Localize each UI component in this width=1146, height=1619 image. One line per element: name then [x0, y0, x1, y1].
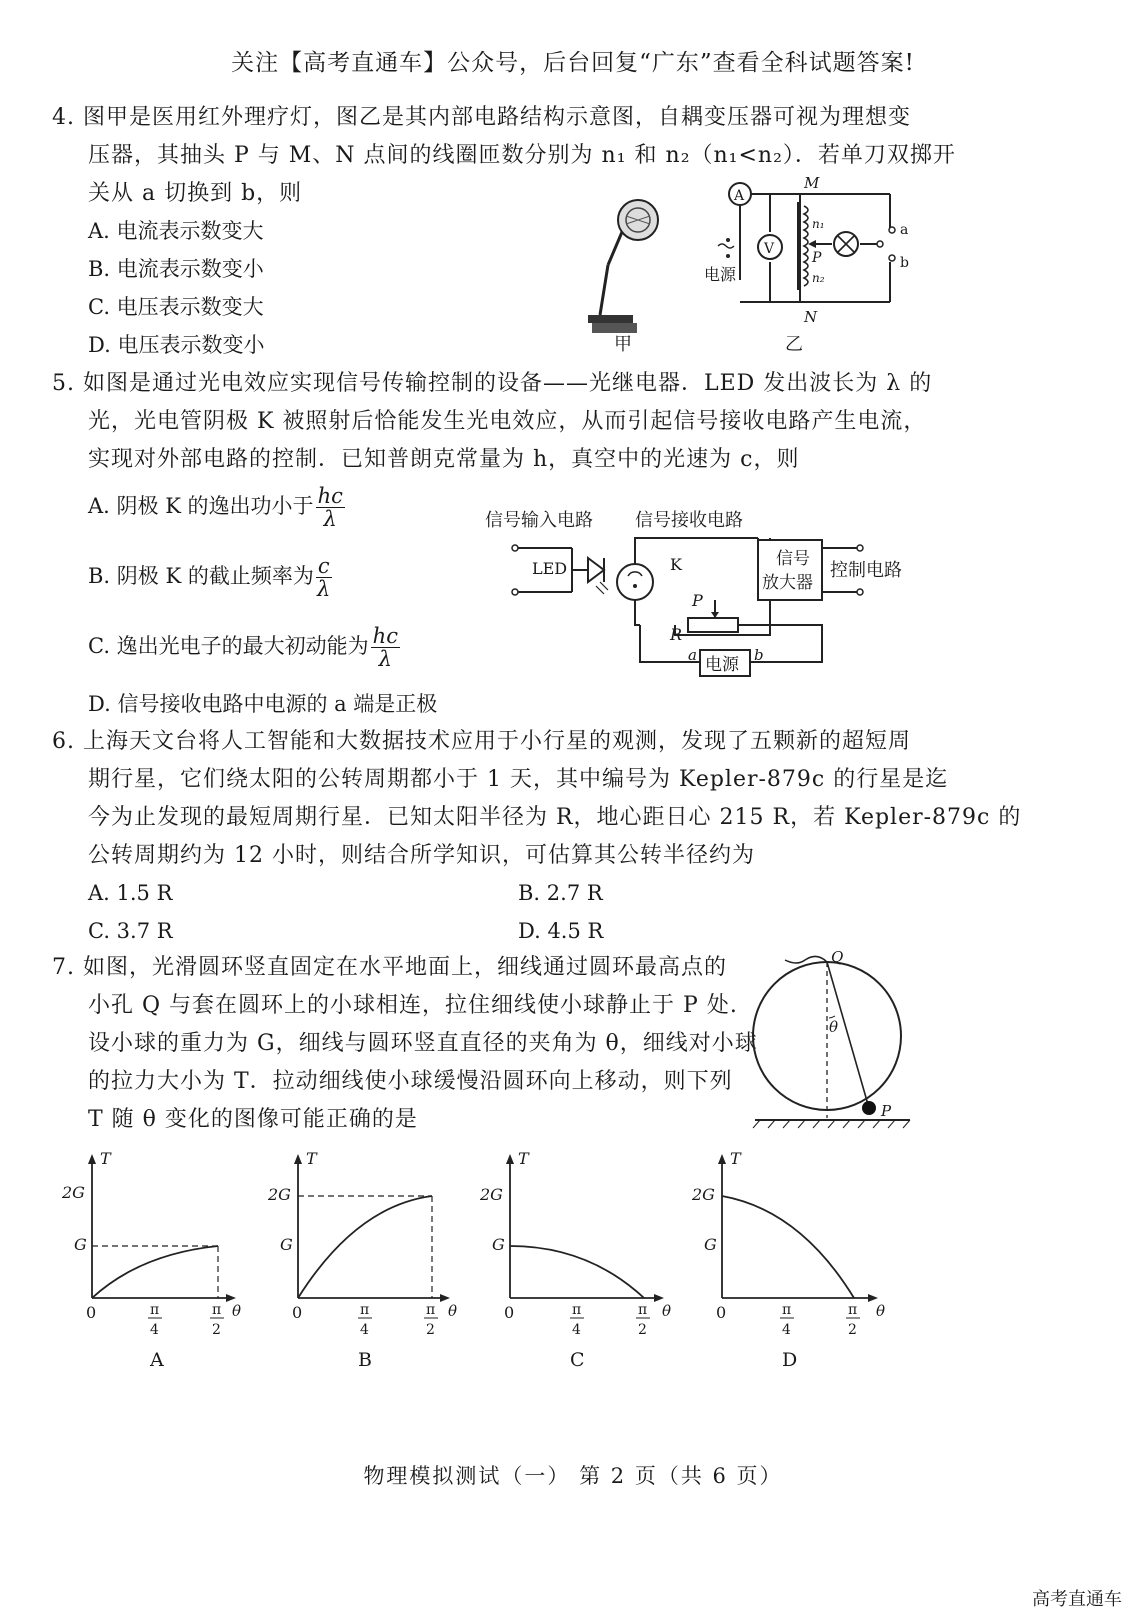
- q4-line-1: 4. 图甲是医用红外理疗灯，图乙是其内部电路结构示意图，自耦变压器可视为理想变: [52, 105, 911, 130]
- switch-b-label: b: [900, 255, 909, 271]
- point-p-label: P: [812, 250, 822, 266]
- graph-c-caption: C: [570, 1349, 585, 1371]
- q6-line-1: 6. 上海天文台将人工智能和大数据技术应用于小行星的观测，发现了五颗新的超短周: [52, 729, 911, 754]
- photo-relay-circuit-figure: [485, 500, 920, 690]
- svg-text:2: 2: [638, 1322, 647, 1338]
- fig-yi-label: 乙: [785, 334, 803, 355]
- q5-line-1: 5. 如图是通过光电效应实现信号传输控制的设备——光继电器．LED 发出波长为 λ 的: [52, 371, 933, 396]
- svg-text:2G: 2G: [268, 1185, 291, 1204]
- autotransformer-coil: [804, 206, 808, 286]
- q4-option-d: D. 电压表示数变小: [88, 333, 265, 357]
- ring-figure: [745, 948, 915, 1133]
- graph-b-curve: [298, 1196, 432, 1298]
- svg-text:G: G: [492, 1235, 505, 1254]
- svg-text:0: 0: [504, 1303, 515, 1322]
- q7-line-1: 7. 如图，光滑圆环竖直固定在水平地面上，细线通过圆环最高点的: [52, 955, 727, 980]
- point-n-label: N: [804, 308, 818, 326]
- q4-option-a: A. 电流表示数变大: [88, 219, 264, 243]
- q4-line-2: 压器，其抽头 P 与 M、N 点间的线圈匝数分别为 n₁ 和 n₂（n₁<n₂）．若单刀双掷开: [88, 143, 956, 168]
- graph-d: [690, 1150, 900, 1375]
- terminal-b-label: b: [754, 646, 764, 664]
- terminal-a-label: a: [688, 646, 697, 664]
- svg-text:θ: θ: [232, 1302, 242, 1320]
- svg-text:π: π: [150, 1302, 160, 1318]
- infrared-lamp-figure: [570, 190, 690, 355]
- switch-a-label: a: [900, 222, 909, 238]
- q7-line-3: 设小球的重力为 G，细线与圆环竖直直径的夹角为 θ，细线对小球: [88, 1031, 758, 1056]
- signal-receive-label: 信号接收电路: [635, 510, 743, 531]
- svg-text:电源: 电源: [705, 655, 739, 675]
- svg-text:A: A: [734, 188, 745, 204]
- q5-option-c: C. 逸出光电子的最大初动能为 $\frac{hc}{\lambda}$: [88, 624, 398, 671]
- svg-text:4: 4: [572, 1322, 581, 1338]
- led-icon: [588, 558, 604, 582]
- page-banner: 关注【高考直通车】公众号，后台回复“广东”查看全科试题答案!: [231, 50, 915, 76]
- q6-option-a: A. 1.5 R: [88, 881, 173, 905]
- graph-b: [266, 1150, 466, 1375]
- ball-icon: [862, 1101, 876, 1115]
- n1-label: n₁: [812, 217, 825, 231]
- svg-text:π: π: [360, 1302, 370, 1318]
- svg-text:2: 2: [426, 1322, 435, 1338]
- svg-text:信号: 信号: [776, 549, 810, 569]
- q4-option-b: B. 电流表示数变小: [88, 257, 264, 281]
- source-label: 电源: [704, 265, 737, 284]
- q6-line-4: 公转周期约为 12 小时，则结合所学知识，可估算其公转半径约为: [88, 843, 755, 868]
- tap-arrow: [808, 240, 816, 248]
- graph-c-curve: [510, 1246, 644, 1298]
- resistor-r-label: R: [670, 625, 683, 644]
- point-m-label: M: [804, 174, 820, 192]
- graph-c: [478, 1150, 678, 1375]
- n2-label: n₂: [812, 271, 825, 285]
- corner-brand-label: 高考直通车: [1032, 1589, 1122, 1610]
- led-label: LED: [532, 559, 568, 578]
- graph-a-curve: [92, 1246, 218, 1298]
- point-p-label: P: [881, 1102, 892, 1120]
- switch-contact-a: [889, 227, 895, 233]
- svg-text:π: π: [848, 1302, 858, 1318]
- svg-text:π: π: [212, 1302, 222, 1318]
- svg-text:T: T: [730, 1149, 741, 1168]
- svg-text:放大器: 放大器: [762, 573, 813, 593]
- transformer-circuit-figure: [700, 172, 920, 357]
- svg-text:2G: 2G: [480, 1185, 503, 1204]
- svg-text:θ: θ: [448, 1302, 458, 1320]
- lamp-base: [588, 315, 633, 323]
- svg-text:4: 4: [360, 1322, 369, 1338]
- cathode-k-label: K: [670, 555, 682, 574]
- q5-line-2: 光，光电管阴极 K 被照射后恰能发生光电效应，从而引起信号接收电路产生电流，: [88, 409, 927, 434]
- hole-q-label: Q: [831, 948, 844, 966]
- control-circuit-label: 控制电路: [830, 560, 902, 581]
- svg-text:V: V: [764, 241, 775, 257]
- svg-text:0: 0: [292, 1303, 303, 1322]
- graph-a: [60, 1150, 240, 1375]
- svg-text:π: π: [638, 1302, 648, 1318]
- q5-option-b: B. 阴极 K 的截止频率为 $\frac{c}{\lambda}$: [88, 554, 331, 601]
- svg-text:π: π: [572, 1302, 582, 1318]
- q5-line-3: 实现对外部电路的控制．已知普朗克常量为 h，真空中的光速为 c，则: [88, 447, 800, 472]
- q4-option-c: C. 电压表示数变大: [88, 295, 264, 319]
- slider-p-label: P: [692, 591, 703, 610]
- svg-text:0: 0: [86, 1303, 97, 1322]
- page-footer: 物理模拟测试（一） 第 2 页（共 6 页）: [363, 1464, 783, 1488]
- svg-text:θ: θ: [876, 1302, 886, 1320]
- svg-text:T: T: [306, 1149, 317, 1168]
- phototube-icon: [617, 564, 653, 600]
- svg-text:T: T: [100, 1149, 111, 1168]
- graph-d-curve: [722, 1196, 854, 1298]
- q5-option-d: D. 信号接收电路中电源的 a 端是正极: [88, 692, 438, 716]
- svg-text:4: 4: [782, 1322, 791, 1338]
- q7-line-5: T 随 θ 变化的图像可能正确的是: [88, 1107, 418, 1132]
- switch-contact-b: [889, 255, 895, 261]
- svg-text:π: π: [426, 1302, 436, 1318]
- q6-line-2: 期行星，它们绕太阳的公转周期都小于 1 天，其中编号为 Kepler-879c 的行星是迄: [88, 767, 949, 792]
- q5-option-a: A. 阴极 K 的逸出功小于 $\frac{hc}{\lambda}$: [88, 484, 343, 531]
- svg-text:θ: θ: [662, 1302, 672, 1320]
- q7-line-2: 小孔 Q 与套在圆环上的小球相连，拉住细线使小球静止于 P 处.: [88, 993, 738, 1018]
- svg-text:4: 4: [150, 1322, 159, 1338]
- svg-text:G: G: [704, 1235, 717, 1254]
- svg-text:G: G: [280, 1235, 293, 1254]
- ac-source-icon: [718, 244, 734, 248]
- svg-text:2G: 2G: [62, 1183, 85, 1202]
- svg-text:T: T: [518, 1149, 529, 1168]
- graph-a-caption: A: [150, 1349, 164, 1371]
- graph-d-caption: D: [782, 1349, 798, 1371]
- svg-text:2: 2: [212, 1322, 221, 1338]
- signal-input-label: 信号输入电路: [485, 510, 593, 531]
- angle-theta-label: θ: [829, 1018, 839, 1036]
- fig-jia-label: 甲: [614, 334, 632, 355]
- graph-b-caption: B: [358, 1349, 372, 1371]
- svg-text:2: 2: [848, 1322, 857, 1338]
- svg-text:0: 0: [716, 1303, 727, 1322]
- rheostat-icon: [688, 618, 738, 632]
- q6-line-3: 今为止发现的最短周期行星．已知太阳半径为 R，地心距日心 215 R，若 Kepler-879c 的: [88, 805, 1022, 830]
- q4-line-3: 关从 a 切换到 b，则: [88, 181, 303, 206]
- q7-line-4: 的拉力大小为 T．拉动细线使小球缓慢沿圆环向上移动，则下列: [88, 1069, 733, 1094]
- q6-option-c: C. 3.7 R: [88, 919, 173, 943]
- q6-option-b: B. 2.7 R: [518, 881, 603, 905]
- svg-text:2G: 2G: [692, 1185, 715, 1204]
- q6-option-d: D. 4.5 R: [518, 919, 604, 943]
- svg-text:G: G: [74, 1235, 87, 1254]
- svg-text:π: π: [782, 1302, 792, 1318]
